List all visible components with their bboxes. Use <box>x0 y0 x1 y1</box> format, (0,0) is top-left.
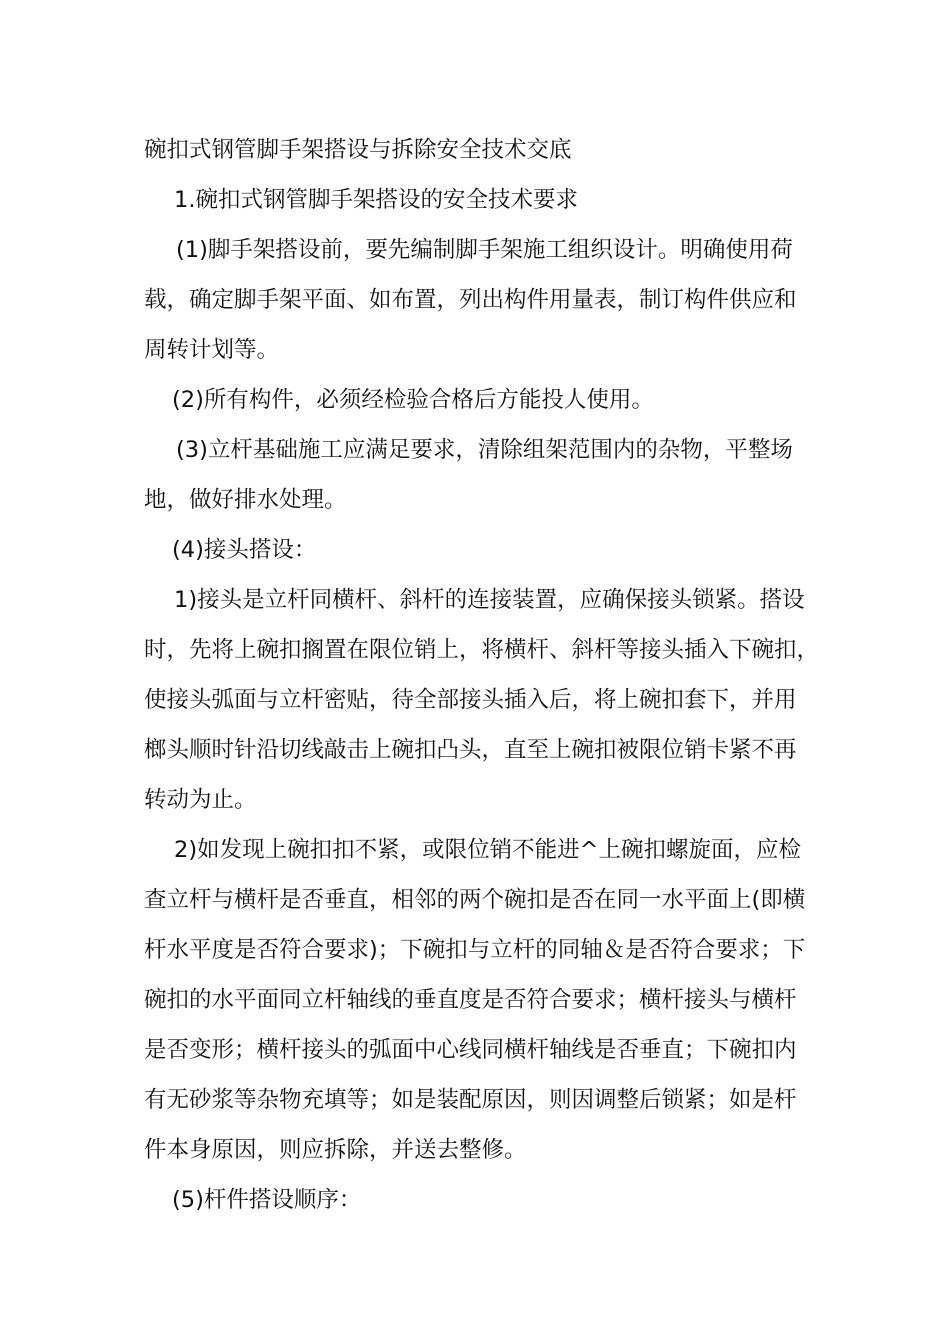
paragraph-6-line-3: 杆水平度是否符合要求)；下碗扣与立杆的同轴＆是否符合要求；下 <box>144 937 806 963</box>
paragraph-5-line-4: 榔头顺时针沿切线敲击上碗扣凸头，直至上碗扣被限位销卡紧不再 <box>144 737 797 763</box>
paragraph-6-line-4: 碗扣的水平面同立杆轴线的垂直度是否符合要求；横杆接头与横杆 <box>144 987 797 1013</box>
paragraph-1-line-2: 载，确定脚手架平面、如布置，列出构件用量表，制订构件供应和 <box>144 287 797 313</box>
document-title: 碗扣式钢管脚手架搭设与拆除安全技术交底 <box>144 137 572 163</box>
paragraph-4-line-1: (4)接头搭设： <box>172 537 317 563</box>
paragraph-3-line-1: (3)立杆基础施工应满足要求，清除组架范围内的杂物，平整场 <box>176 437 793 463</box>
paragraph-6-line-6: 有无砂浆等杂物充填等；如是装配原因，则因调整后锁紧；如是杆 <box>144 1087 797 1113</box>
paragraph-1-line-1: (1)脚手架搭设前，要先编制脚手架施工组织设计。明确使用荷 <box>176 237 793 263</box>
paragraph-6-line-1: 2)如发现上碗扣扣不紧，或限位销不能进^上碗扣螺旋面，应检 <box>174 837 801 863</box>
paragraph-2-line-1: (2)所有构件，必须经检验合格后方能投人使用。 <box>172 387 654 413</box>
paragraph-6-line-2: 查立杆与横杆是否垂直，相邻的两个碗扣是否在同一水平面上(即横 <box>144 887 806 913</box>
paragraph-5-line-2: 时，先将上碗扣搁置在限位销上，将横杆、斜杆等接头插入下碗扣， <box>144 637 820 663</box>
paragraph-3-line-2: 地，做好排水处理。 <box>144 487 347 513</box>
paragraph-5-line-3: 使接头弧面与立杆密贴，待全部接头插入后，将上碗扣套下，并用 <box>144 687 797 713</box>
paragraph-6-line-5: 是否变形；横杆接头的弧面中心线同横杆轴线是否垂直；下碗扣内 <box>144 1037 797 1063</box>
paragraph-1-line-3: 周转计划等。 <box>144 337 280 363</box>
paragraph-5-line-1: 1)接头是立杆同横杆、斜杆的连接装置，应确保接头锁紧。搭设 <box>174 587 805 613</box>
section-heading-1: 1.碗扣式钢管脚手架搭设的安全技术要求 <box>174 187 578 213</box>
paragraph-5-line-5: 转动为止。 <box>144 787 257 813</box>
paragraph-7-line-1: (5)杆件搭设顺序： <box>172 1187 362 1213</box>
paragraph-6-line-7: 件本身原因，则应拆除，并送去整修。 <box>144 1137 527 1163</box>
